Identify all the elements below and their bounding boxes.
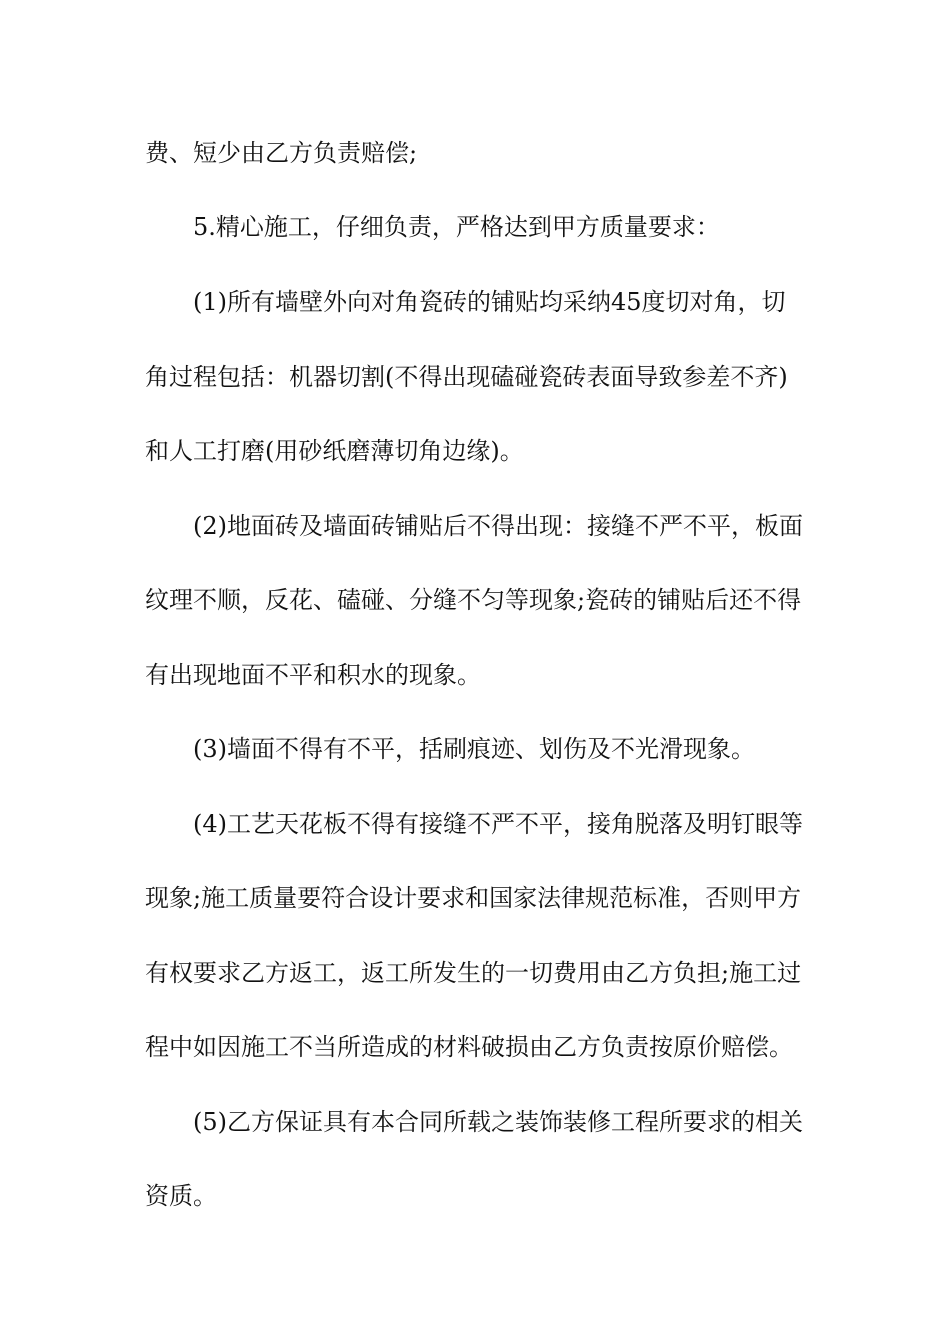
text-line: (3)墙面不得有不平，括刷痕迹、划伤及不光滑现象。 bbox=[193, 735, 755, 763]
text-line: 有出现地面不平和积水的现象。 bbox=[145, 661, 481, 689]
text-line: (2)地面砖及墙面砖铺贴后不得出现：接缝不严不平，板面 bbox=[193, 512, 803, 540]
text-line: 和人工打磨(用砂纸磨薄切角边缘)。 bbox=[145, 437, 524, 465]
text-line: 现象;施工质量要符合设计要求和国家法律规范标准，否则甲方 bbox=[145, 884, 802, 912]
text-line: 程中如因施工不当所造成的材料破损由乙方负责按原价赔偿。 bbox=[145, 1033, 793, 1061]
text-line: 纹理不顺，反花、磕碰、分缝不匀等现象;瓷砖的铺贴后还不得 bbox=[145, 586, 802, 614]
text-line: (5)乙方保证具有本合同所载之装饰装修工程所要求的相关 bbox=[193, 1108, 803, 1136]
text-line: 费、短少由乙方负责赔偿; bbox=[145, 139, 418, 167]
text-line: 资质。 bbox=[145, 1182, 217, 1210]
clause-heading: 5.精心施工，仔细负责，严格达到甲方质量要求： bbox=[193, 213, 720, 241]
text-line: 有权要求乙方返工，返工所发生的一切费用由乙方负担;施工过 bbox=[145, 959, 802, 987]
text-line: 角过程包括：机器切割(不得出现磕碰瓷砖表面导致参差不齐) bbox=[145, 363, 788, 391]
text-line: (4)工艺天花板不得有接缝不严不平，接角脱落及明钉眼等 bbox=[193, 810, 803, 838]
text-line: (1)所有墙壁外向对角瓷砖的铺贴均采纳45度切对角，切 bbox=[193, 288, 786, 316]
